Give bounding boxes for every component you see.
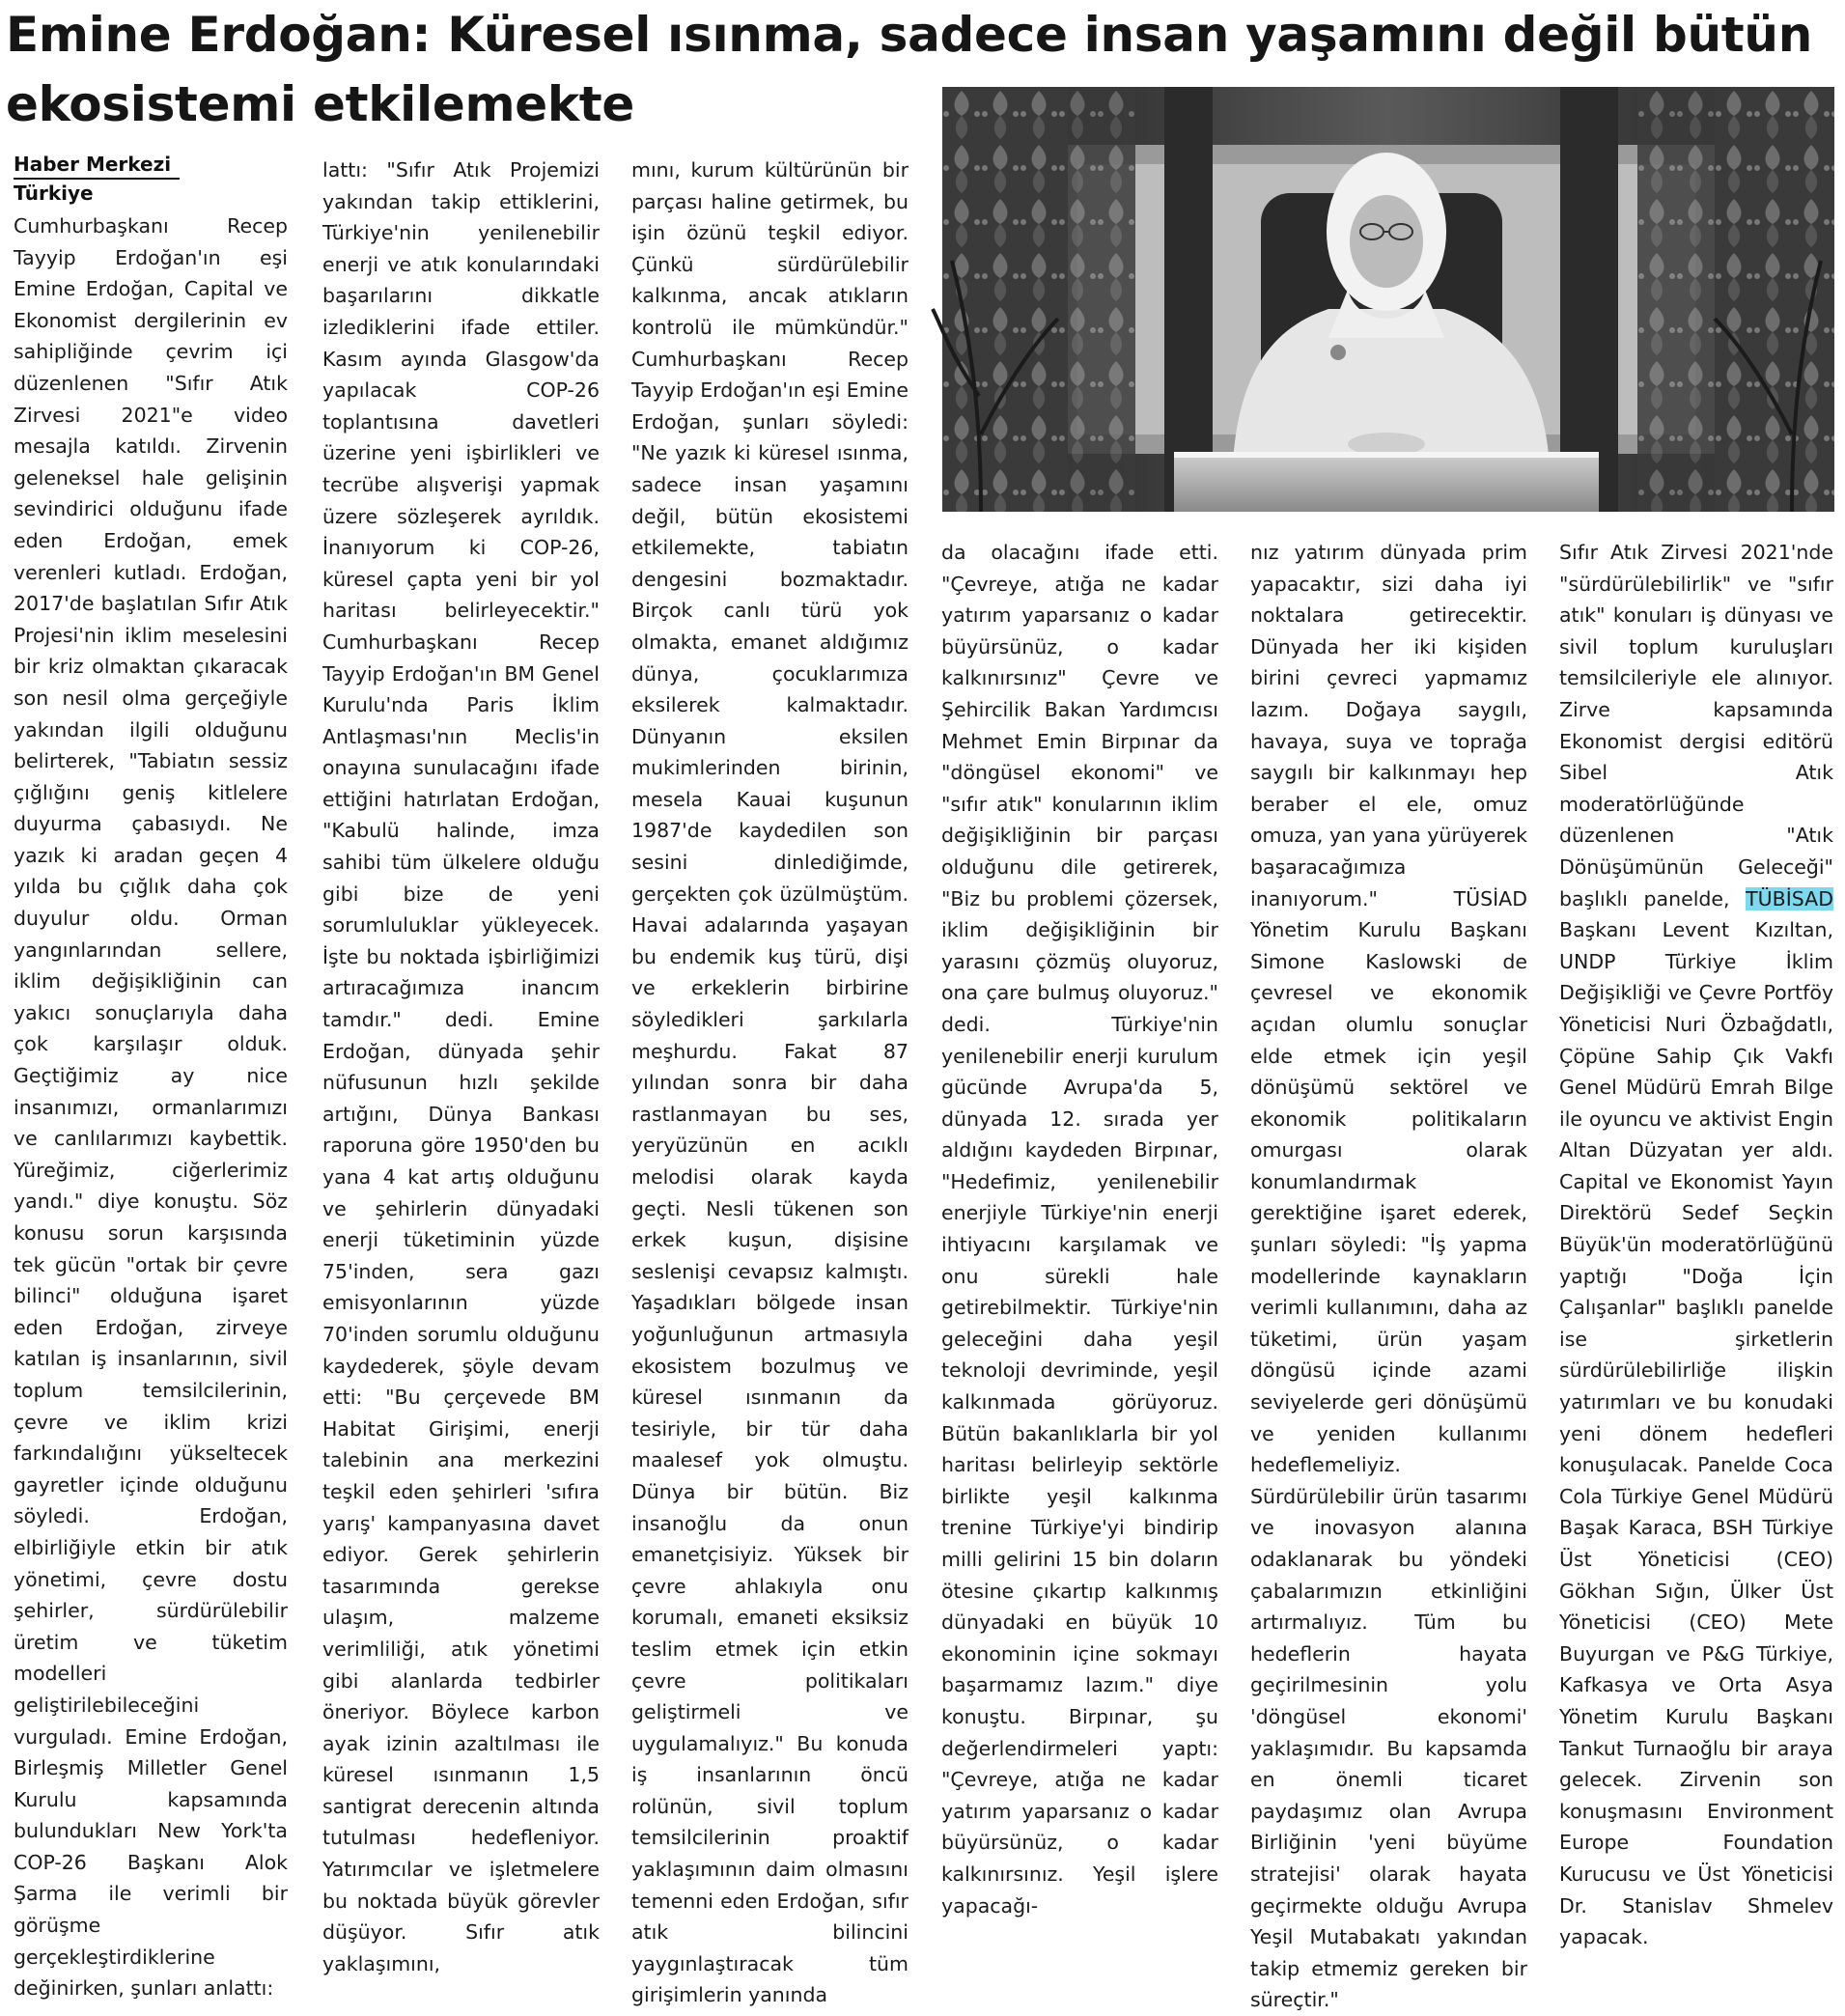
article-column-4: da olacağını ifade etti. "Çevreye, atığa ne kadar yatırım yaparsanız o kadar büyürsünüz, o kadar kalkınırsınız" Çevre ve Şehircilik Bakan Yardımcısı Mehmet Emin Birpınar da "döngüsel ekonomi" ve "sıfır atık" konularının iklim değişikliğinin bir parçası olduğunu dile getirerek, "Biz bu problemi çözersek, iklim değişikliğinin bir yarasını çözmüş oluyoruz, ona çare bulmuş oluyoruz." dedi. Türkiye'nin yenilenebilir enerji kurulum gücünde Avrupa'da 5, dünyada 12. sırada yer aldığını kaydeden Birpınar, "Hedefimiz, yenilenebilir enerjiyle Türkiye'nin enerji ihtiyacını karşılamak ve onu sürekli hale getirebilmektir. Türkiye'nin geleceğini daha yeşil teknoloji devriminde, yeşil kalkınmada görüyoruz. Bütün bakanlıklarla bir yol haritası belirleyip sektörle birlikte yeşil kalkınma trenine Türkiye'yi bindirip milli gelirini 15 bin doların ötesine çıkartıp kalkınmış dünyadaki en büyük 10 ekonominin içine sokmayı başarmamız lazım." diye konuştu. Birpınar, şu değerlendirmeleri yaptı: "Çevreye, atığa ne kadar yatırım yaparsanız o kadar büyürsünüz, o kadar kalkınırsınız. Yeşil işlere yapacağı- — [941, 541, 1218, 1918]
portrait-photo — [942, 87, 1834, 512]
byline-location: Türkiye — [14, 182, 94, 205]
highlighted-term: TÜBİSAD — [1746, 886, 1833, 910]
headline: Emine Erdoğan: Küresel ısınma, sadece insan yaşamını değil bütün ekosistemi etkilemekte — [6, 7, 1812, 132]
article-column-2: lattı: "Sıfır Atık Projemizi yakından takip ettiklerini, Türkiye'nin yenilenebilir enerji ve atık konularındaki başarılarını dikkatle izlediklerini ifade ettiler. Kasım ayında Glasgow'da yapılacak COP-26 toplantısına davetleri üzerine yeni işbirlikleri ve tecrübe alışverişi yapmak üzere sözleşerek ayrıldık. İnanıyorum ki COP-26, küresel çapta yeni bir yol haritası belirleyecektir." Cumhurbaşkanı Recep Tayyip Erdoğan'ın BM Genel Kurulu'nda Paris İklim Antlaşması'nın Meclis'in onayına sunulacağını ifade ettiğini hatırlatan Erdoğan, "Kabulü halinde, imza sahibi tüm ülkelere olduğu gibi bize de yeni sorumluluklar yükleyecek. İşte bu noktada işbirliğimizi artıracağımıza inancım tamdır." dedi. Emine Erdoğan, dünyada şehir nüfusunun hızlı şekilde artığını, Dünya Bankası raporuna göre 1950'den bu yana 4 kat artış olduğunu ve şehirlerin dünyadaki enerji tüketiminin yüzde 75'inden, sera gazı emisyonlarının yüzde 70'inden sorumlu olduğunu kaydederek, şöyle devam etti: "Bu çerçevede BM Habitat Girişimi, enerji talebinin ana merkezini teşkil eden şehirleri 'sıfıra yarış' kampanyasına davet ediyor. Gerek şehirlerin tasarımında gerekse ulaşım, malzeme verimliliği, atık yönetimi gibi alanlarda tedbirler öneriyor. Böylece karbon ayak izinin azaltılması ile küresel ısınmanın 1,5 santigrat derecenin altında tutulması hedefleniyor. Yatırımcılar ve işletmelere bu noktada büyük görevler düşüyor. Sıfır atık yaklaşımını, — [322, 158, 600, 1975]
byline-source: Haber Merkezi — [14, 153, 172, 176]
article-column-6 — [1559, 537, 1833, 1949]
column-6-text-before: Sıfır Atık Zirvesi 2021'nde "sürdürülebilirlik" ve "sıfır atık" konuları iş dünyası ve sivil toplum kuruluşları temsilcileriyle ele alınıyor. Zirve kapsamında Ekonomist dergisi editörü Sibel Atık moderatörlüğünde düzenlenen "Atık Dönüşümünün Geleceği" başlıklı panelde, — [1559, 541, 1833, 910]
article-column-1: Cumhurbaşkanı Recep Tayyip Erdoğan'ın eşi Emine Erdoğan, Capital ve Ekonomist dergilerinin ev sahipliğinde çevrim içi düzenlenen "Sıfır Atık Zirvesi 2021"e video mesajla katıldı. Zirvenin geleneksel hale gelişinin sevindirici olduğunu ifade eden Erdoğan, emek verenleri kutladı. Erdoğan, 2017'de başlatılan Sıfır Atık Projesi'nin iklim meselesini bir kriz olmaktan çıkaracak son nesil olma gerçeğiyle yakından ilgili olduğunu belirterek, "Tabiatın sessiz çığlığını geniş kitlelere duyurma çabasıydı. Ne yazık ki aradan geçen 4 yılda bu çığlık daha çok duyulur oldu. Orman yangınlarından sellere, iklim değişikliğinin can yakıcı sonuçlarıyla daha çok karşılaşır olduk. Geçtiğimiz ay nice insanımızı, ormanlarımızı ve canlılarımızı kaybettik. Yüreğimiz, ciğerlerimiz yandı." diye konuştu. Söz konusu sorun karşısında tek gücün "ortak bir çevre bilinci" olduğuna işaret eden Erdoğan, zirveye katılan iş insanlarının, sivil toplum temsilcilerinin, çevre ve iklim krizi farkındalığını yükseltecek gayretler içinde olduğunu söyledi. Erdoğan, elbirliğiyle etkin bir atık yönetimi, çevre dostu şehirler, sürdürülebilir üretim ve tüketim modelleri geliştirilebileceğini vurguladı. Emine Erdoğan, Birleşmiş Milletler Genel Kurulu kapsamında bulundukları New York'ta COP-26 Başkanı Alok Şarma ile verimli bir görüşme gerçekleştirdiklerine değinirken, şunları anlattı: — [14, 214, 288, 2001]
article-photo — [942, 87, 1834, 512]
article-column-5: nız yatırım dünyada prim yapacaktır, sizi daha iyi noktalara getirecektir. Dünyada her iki kişiden birini çevreci yapmamız lazım. Doğaya saygılı, havaya, suya ve toprağa saygılı bir kalkınmayı hep beraber el ele, omuz omuza, yan yana yürüyerek başaracağımıza inanıyorum." TÜSİAD Yönetim Kurulu Başkanı Simone Kaslowski de çevresel ve ekonomik açıdan olumlu sonuçlar elde etmek için yeşil dönüşümü sektörel ve ekonomik politikaların omurgası olarak konumlandırmak gerektiğine işaret ederek, şunları söyledi: "İş yapma modellerinde kaynakların verimli kullanımını, daha az tüketimi, ürün yaşam döngüsü içinde azami seviyelerde geri dönüşümü ve yeniden kullanımı hedeflemeliyiz. Sürdürülebilir ürün tasarımı ve inovasyon alanına odaklanarak bu yöndeki çabalarımızın etkinliğini artırmalıyız. Tüm bu hedeflerin hayata geçirilmesinin yolu 'döngüsel ekonomi' yaklaşımıdır. Bu kapsamda en önemli ticaret paydaşımız olan Avrupa Birliğinin 'yeni büyüme stratejisi' olarak hayata geçirmekte olduğu Avrupa Yeşil Mutabakatı yakından takip etmemiz gereken bir süreçtir." — [1250, 541, 1527, 2012]
column-6-text-after: Başkanı Levent Kızıltan, UNDP Türkiye İklim Değişikliği ve Çevre Portföy Yöneticisi Nuri Özbağdatlı, Çöpüne Sahip Çık Vakfı Genel Müdürü Emrah Bilge ile oyuncu ve aktivist Engin Altan Düzyatan yer aldı. Capital ve Ekonomist Yayın Direktörü Sedef Seçkin Büyük'ün moderatörlüğünü yaptığı "Doğa İçin Çalışanlar" başlıklı panelde ise şirketlerin sürdürülebilirliğe ilişkin yatırımları ve bu konudaki yeni dönem hedefleri konuşulacak. Panelde Coca Cola Türkiye Genel Müdürü Başak Karaca, BSH Türkiye Üst Yöneticisi (CEO) Gökhan Sığın, Ülker Üst Yöneticisi (CEO) Mete Buyurgan ve P&G Türkiye, Kafkasya ve Orta Asya Yönetim Kurulu Başkanı Tankut Turnaoğlu bir araya gelecek. Zirvenin son konuşmasını Environment Europe Foundation Kurucusu ve Üst Yöneticisi Dr. Stanislav Shmelev yapacak. — [1559, 918, 1833, 1949]
article-column-3: mını, kurum kültürünün bir parçası haline getirmek, bu işin özünü teşkil ediyor. Çünkü sürdürülebilir kalkınma, ancak atıkların kontrolü ile mümkündür." Cumhurbaşkanı Recep Tayyip Erdoğan'ın eşi Emine Erdoğan, şunları söyledi: "Ne yazık ki küresel ısınma, sadece insan yaşamını değil, bütün ekosistemi etkilemekte, tabiatın dengesini bozmaktadır. Birçok canlı türü yok olmakta, emanet aldığımız dünya, çocuklarımıza eksilerek kalmaktadır. Dünyanın eksilen mukimlerinden birinin, mesela Kauai kuşunun 1987'de kaydedilen son sesini dinlediğimde, gerçekten çok üzülmüştüm. Havai adalarında yaşayan bu endemik kuş türü, dişi ve erkeklerin birbirine söyledikleri şarkılarla meşhurdu. Fakat 87 yılından sonra bir daha rastlanmayan bu ses, yeryüzünün en acıklı melodisi olarak kayda geçti. Nesli tükenen son erkek kuşun, dişisine seslenişi cevapsız kalmıştı. Yaşadıkları bölgede insan yoğunluğunun artmasıyla ekosistem bozulmuş ve küresel ısınmanın da tesiriyle, bir tür daha maalesef yok olmuştu. Dünya bir bütün. Biz insanoğlu da onun emanetçisiyiz. Yüksek bir çevre ahlakıyla onu korumalı, emaneti eksiksiz teslim etmek için etkin çevre politikaları geliştirmeli ve uygulamalıyız." Bu konuda iş insanlarının öncü rolünün, sivil toplum temsilcilerinin proaktif yaklaşımının daim olmasını temenni eden Erdoğan, sıfır atık bilincini yaygınlaştıracak tüm girişimlerin yanında — [631, 158, 909, 2007]
byline — [14, 151, 180, 207]
